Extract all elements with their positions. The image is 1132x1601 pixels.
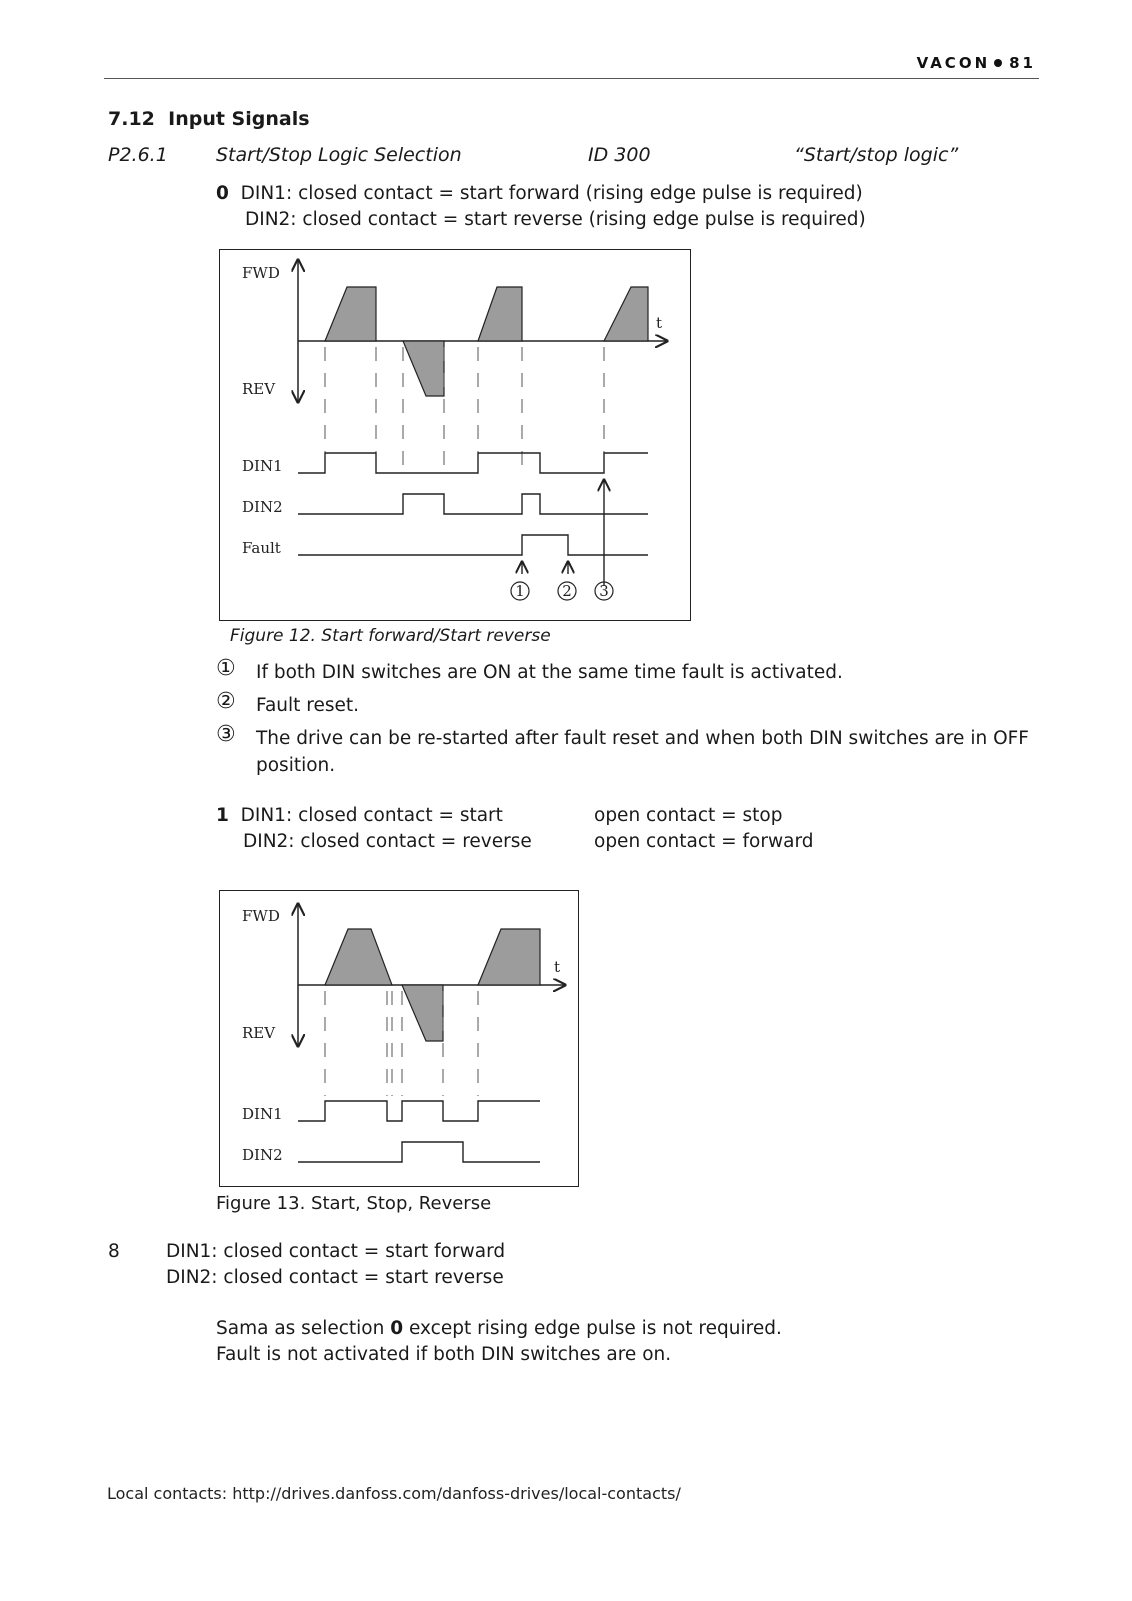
din1-label: DIN1: [242, 1105, 283, 1123]
parameter-name: Start/Stop Logic Selection: [216, 144, 462, 166]
note-marker: ③: [216, 722, 236, 747]
marker-3: 3: [599, 582, 609, 600]
page-number: 81: [1009, 54, 1036, 72]
fault-signal: [298, 535, 648, 555]
selection-line: DIN1: closed contact = start forward (rising edge pulse is required): [240, 183, 863, 204]
fault-label: Fault: [242, 539, 281, 557]
forward-ramp-1: [325, 929, 392, 985]
rev-label: REV: [242, 1024, 276, 1042]
fwd-label: FWD: [242, 907, 280, 925]
forward-ramp-2: [478, 287, 522, 341]
din1-signal: [298, 1101, 540, 1121]
note-marker: ①: [216, 656, 236, 681]
selection-1-open-a: open contact = stop: [594, 805, 783, 826]
din2-label: DIN2: [242, 1146, 283, 1164]
selection-0-line2: DIN2: closed contact = start reverse (rising edge pulse is required): [245, 209, 866, 230]
selection-1: [216, 803, 503, 829]
time-label: t: [554, 958, 561, 976]
din2-signal: [298, 494, 648, 514]
marker-1: 1: [515, 582, 525, 600]
forward-ramp-1: [325, 287, 376, 341]
figure-12-caption: Figure 12. Start forward/Start reverse: [230, 626, 551, 646]
reverse-ramp: [402, 985, 443, 1041]
summary-line2: Fault is not activated if both DIN switches are on.: [216, 1344, 672, 1365]
marker-2: 2: [562, 582, 572, 600]
din2-label: DIN2: [242, 498, 283, 516]
time-label: t: [656, 314, 663, 332]
parameter-short-name: “Start/stop logic”: [794, 144, 959, 166]
bullet-icon: [994, 59, 1002, 67]
figure-13-diagram: [219, 890, 579, 1187]
note-text: Fault reset.: [256, 695, 360, 716]
rev-label: REV: [242, 380, 276, 398]
footer-contacts: Local contacts: http://drives.danfoss.com/danfoss-drives/local-contacts/: [107, 1484, 681, 1503]
selection-8-line1: DIN1: closed contact = start forward: [166, 1241, 506, 1262]
din2-signal: [298, 1142, 540, 1162]
figure-13-caption: Figure 13. Start, Stop, Reverse: [216, 1193, 492, 1214]
note-text-continued: position.: [256, 755, 336, 776]
note-text: The drive can be re-started after fault reset and when both DIN switches are in OFF: [256, 728, 1029, 749]
selection-0: [216, 181, 863, 207]
figure-12-diagram: [219, 249, 691, 621]
selection-number: 1: [216, 805, 229, 826]
brand-name: VACON: [916, 54, 991, 72]
parameter-id: ID 300: [588, 144, 651, 166]
forward-ramp-2: [478, 929, 540, 985]
forward-ramp-3: [604, 287, 648, 341]
note-marker: ②: [216, 689, 236, 714]
selection-1-line2: DIN2: closed contact = reverse: [243, 831, 532, 852]
section-title: [108, 108, 310, 130]
section-number: 7.12: [108, 108, 155, 130]
summary-text: except rising edge pulse is not required.: [403, 1318, 782, 1339]
selection-1-open-b: open contact = forward: [594, 831, 814, 852]
summary-selection-number: 0: [390, 1318, 404, 1339]
selection-line: DIN1: closed contact = start: [240, 805, 503, 826]
din1-label: DIN1: [242, 457, 283, 475]
header-rule: [104, 78, 1039, 79]
note-text: If both DIN switches are ON at the same time fault is activated.: [256, 662, 843, 683]
summary-text: Sama as selection: [216, 1318, 391, 1339]
reverse-ramp: [403, 341, 444, 396]
fwd-label: FWD: [242, 264, 280, 282]
summary-line1: [216, 1316, 782, 1342]
selection-number: 0: [216, 183, 229, 204]
section-name: Input Signals: [168, 108, 310, 130]
parameter-code: P2.6.1: [108, 144, 168, 166]
page-header: [917, 54, 1036, 72]
din1-signal: [298, 453, 648, 473]
selection-8-line2: DIN2: closed contact = start reverse: [166, 1267, 504, 1288]
selection-8-number: 8: [108, 1241, 120, 1262]
